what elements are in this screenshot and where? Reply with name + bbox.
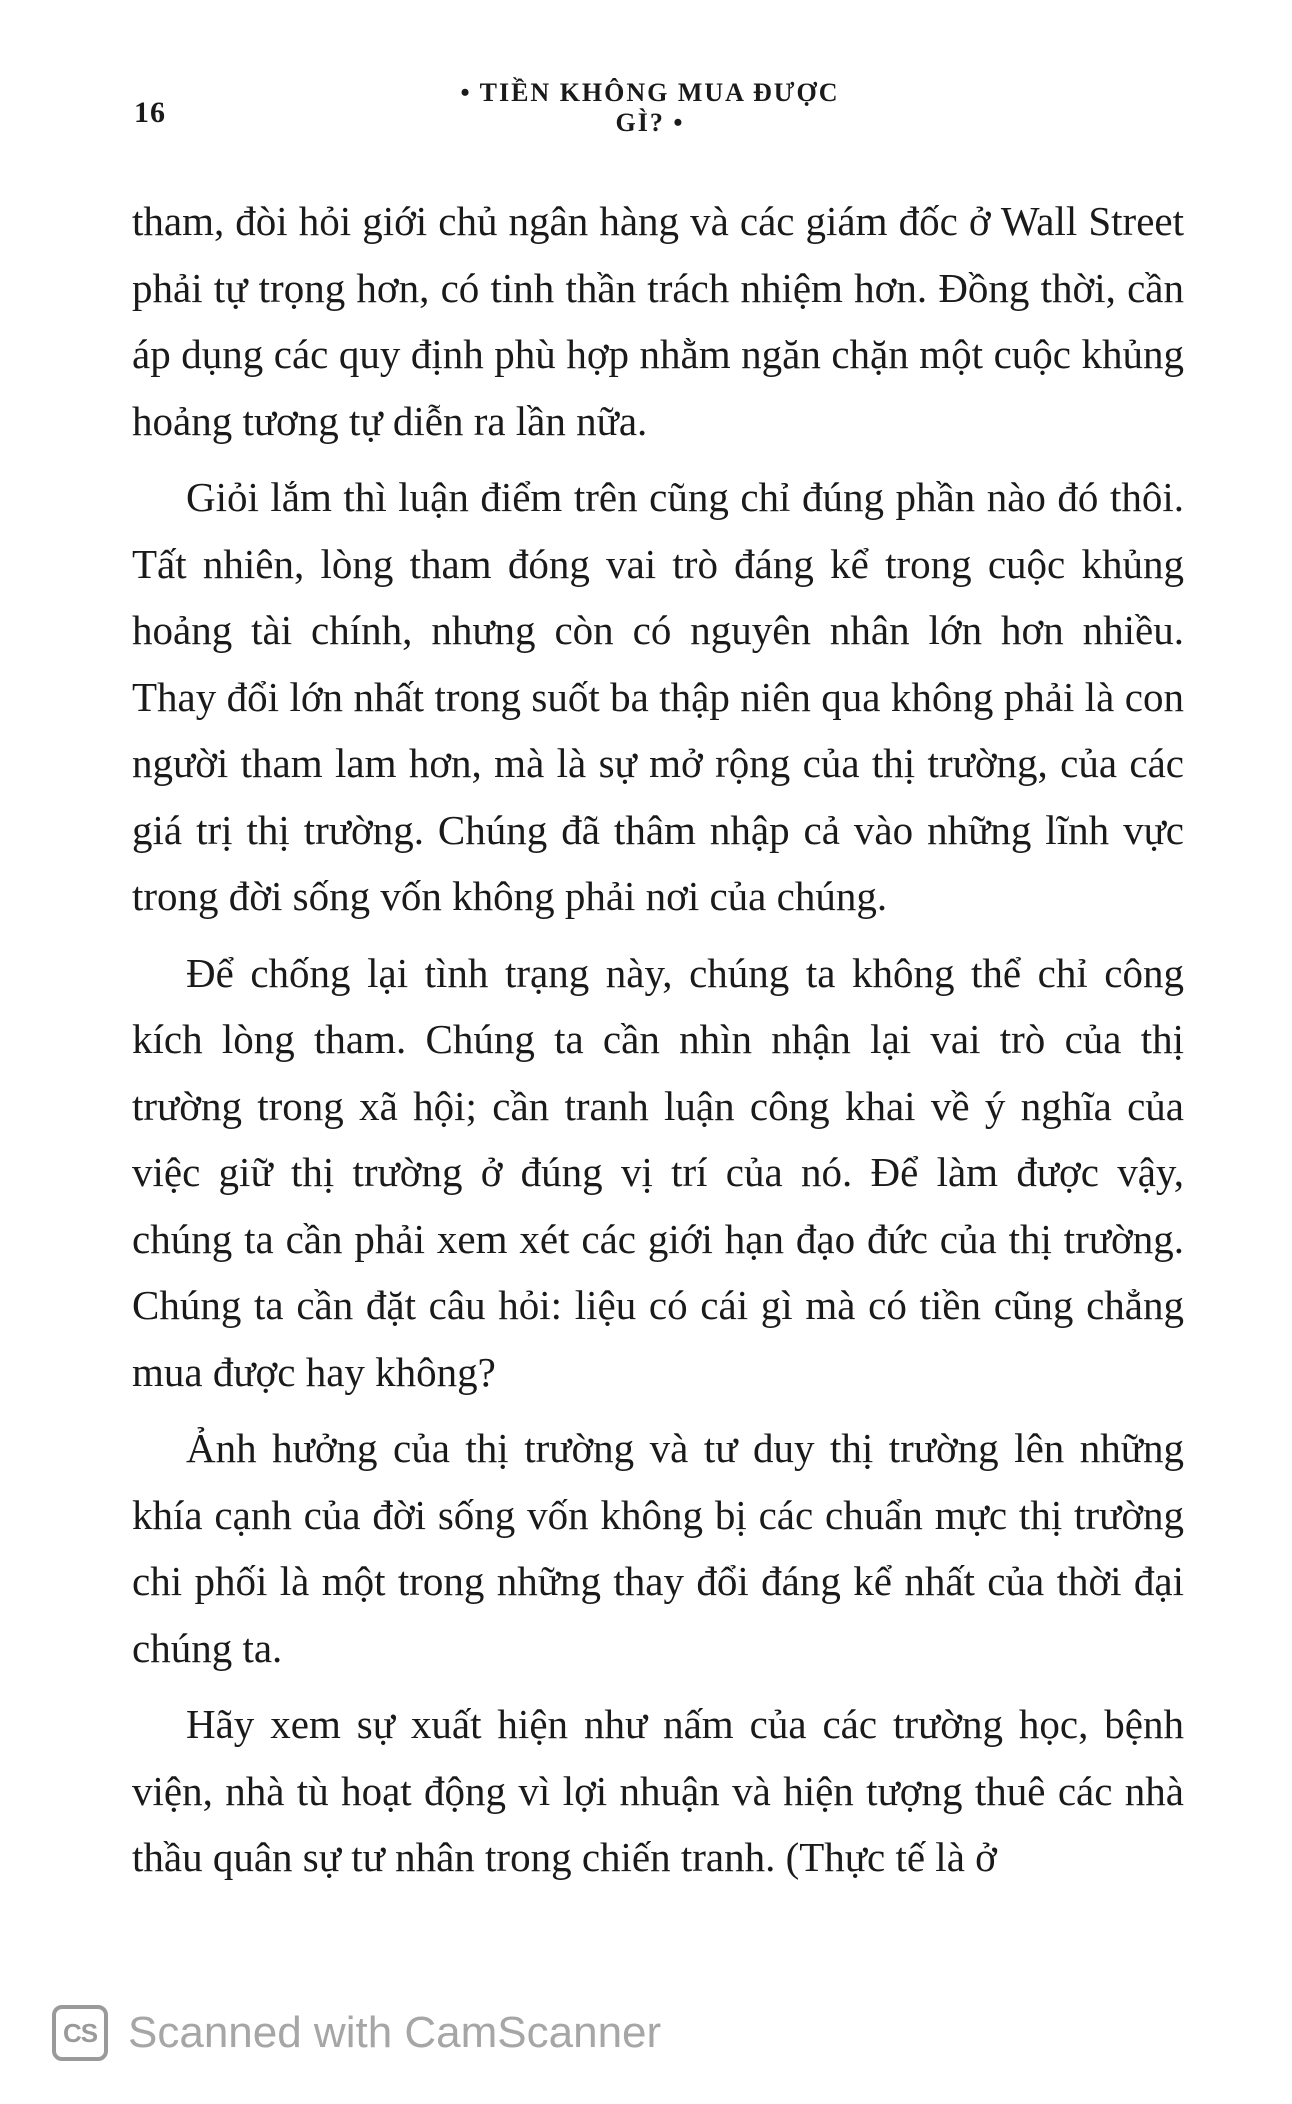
camscanner-logo-icon: CS xyxy=(52,2005,108,2061)
watermark-text: Scanned with CamScanner xyxy=(128,2008,662,2057)
paragraph-2: Giỏi lắm thì luận điểm trên cũng chỉ đúng phần nào đó thôi. Tất nhiên, lòng tham đóng vai trò đáng kể trong cuộc khủng hoảng tài chính, nhưng còn có nguyên nhân lớn hơn nhiều. Thay đổi lớn nhất trong suốt ba thập niên qua không phải là con người tham lam hơn, mà là sự mở rộng của thị trường, của các giá trị thị trường. Chúng đã thâm nhập cả vào những lĩnh vực trong đời sống vốn không phải nơi của chúng. xyxy=(132,474,1184,919)
running-head: • TIỀN KHÔNG MUA ĐƯỢC GÌ? • xyxy=(460,78,840,137)
page-body xyxy=(132,188,1184,1901)
paragraph-5: Hãy xem sự xuất hiện như nấm của các trường học, bệnh viện, nhà tù hoạt động vì lợi nhuận và hiện tượng thuê các nhà thầu quân sự tư nhân trong chiến tranh. (Thực tế là ở xyxy=(132,1701,1184,1880)
paragraph-1: tham, đòi hỏi giới chủ ngân hàng và các giám đốc ở Wall Street phải tự trọng hơn, có tinh thần trách nhiệm hơn. Đồng thời, cần áp dụng các quy định phù hợp nhằm ngăn chặn một cuộc khủng hoảng tương tự diễn ra lần nữa. xyxy=(132,198,1184,444)
page-number: 16 xyxy=(134,96,166,129)
camscanner-watermark xyxy=(52,1998,661,2068)
paragraph-4: Ảnh hưởng của thị trường và tư duy thị trường lên những khía cạnh của đời sống vốn không bị các chuẩn mực thị trường chi phối là một trong những thay đổi đáng kể nhất của thời đại chúng ta. xyxy=(132,1425,1184,1671)
paragraph-3: Để chống lại tình trạng này, chúng ta không thể chỉ công kích lòng tham. Chúng ta cần nhìn nhận lại vai trò của thị trường trong xã hội; cần tranh luận công khai về ý nghĩa của việc giữ thị trường ở đúng vị trí của nó. Để làm được vậy, chúng ta cần phải xem xét các giới hạn đạo đức của thị trường. Chúng ta cần đặt câu hỏi: liệu có cái gì mà có tiền cũng chẳng mua được hay không? xyxy=(132,949,1184,1395)
